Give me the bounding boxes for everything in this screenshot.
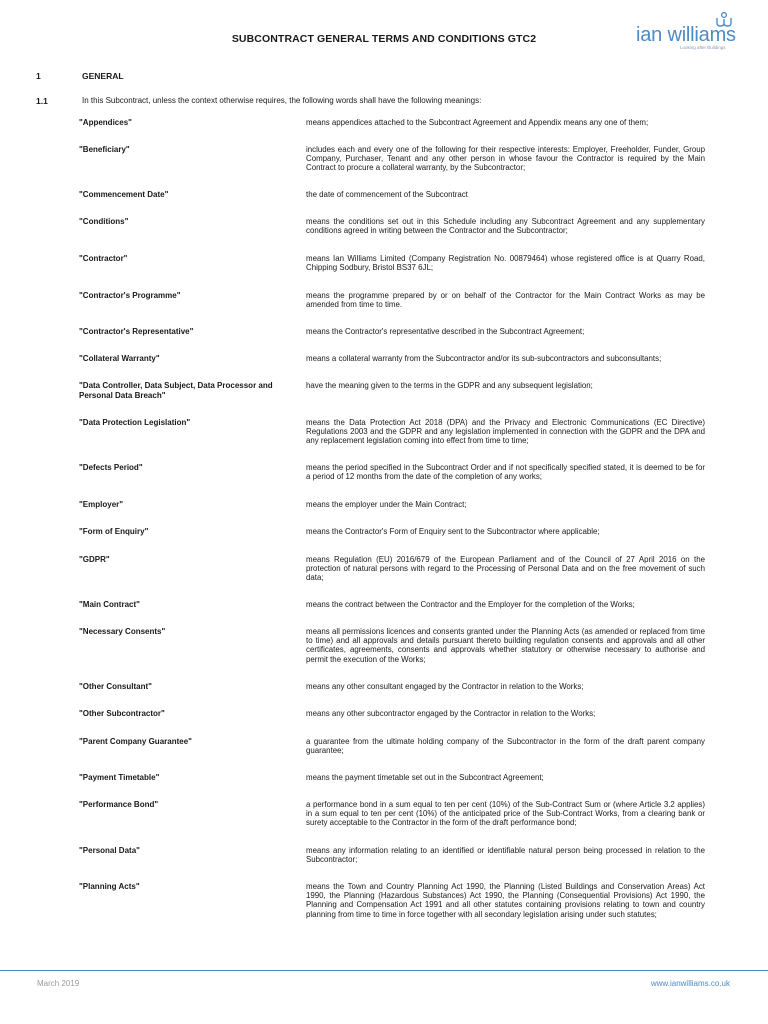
definition-meaning: have the meaning given to the terms in the GDPR and any subsequent legislation; — [306, 381, 593, 390]
footer-divider — [0, 970, 768, 971]
definition-meaning: means the Contractor's representative described in the Subcontract Agreement; — [306, 327, 585, 336]
definition-term: "Necessary Consents" — [79, 627, 166, 636]
definition-term: "Contractor's Programme" — [79, 291, 181, 300]
footer-date: March 2019 — [37, 979, 80, 988]
definition-term: "Collateral Warranty" — [79, 354, 160, 363]
definition-term: "GDPR" — [79, 555, 110, 564]
definition-meaning: means the employer under the Main Contract; — [306, 500, 467, 509]
definition-meaning: means Ian Williams Limited (Company Registration No. 00879464) whose registered office is at Quarry Road, Chipping Sodbury, Bristol BS37 6JL; — [306, 254, 705, 273]
definition-meaning: means the period specified in the Subcontract Order and if not specifically specified stated, it is deemed to be for a period of 12 months from the date of the completion of any works; — [306, 463, 705, 482]
definition-meaning: means any other subcontractor engaged by the Contractor in relation to the Works; — [306, 709, 596, 718]
definition-meaning: means the payment timetable set out in the Subcontract Agreement; — [306, 773, 544, 782]
definition-term: "Personal Data" — [79, 846, 140, 855]
definition-term: "Contractor's Representative" — [79, 327, 194, 336]
definition-term: "Main Contract" — [79, 600, 140, 609]
definition-term: "Beneficiary" — [79, 145, 130, 154]
page-title: SUBCONTRACT GENERAL TERMS AND CONDITIONS GTC2 — [231, 33, 537, 45]
definition-term: "Other Consultant" — [79, 682, 152, 691]
definition-term: "Parent Company Guarantee" — [79, 737, 192, 746]
clause-text: In this Subcontract, unless the context otherwise requires, the following words shall have the following meanings: — [82, 96, 482, 105]
definition-term: "Form of Enquiry" — [79, 527, 149, 536]
definition-meaning: means the conditions set out in this Schedule including any Subcontract Agreement and any supplementary conditions agreed in writing between the Contractor and the Subcontractor; — [306, 217, 705, 236]
definition-meaning: means Regulation (EU) 2016/679 of the European Parliament and of the Council of 27 April 2016 on the protection of natural persons with regard to the Processing of Personal Data and on the free movement of such data; — [306, 555, 705, 583]
definition-meaning: means the Data Protection Act 2018 (DPA) and the Privacy and Electronic Communications (EC Directive) Regulations 2003 and the GDPR and any legislation implemented in connection with the GDPR and the DPA and any replacement legislation coming into effect from time to time; — [306, 418, 705, 446]
definition-term: "Data Controller, Data Subject, Data Processor and Personal Data Breach" — [79, 381, 273, 400]
definition-meaning: means the Contractor's Form of Enquiry sent to the Subcontractor where applicable; — [306, 527, 600, 536]
definition-meaning: a guarantee from the ultimate holding company of the Subcontractor in the form of the draft parent company guarantee; — [306, 737, 705, 756]
definition-term: "Data Protection Legislation" — [79, 418, 191, 427]
definition-meaning: means any information relating to an identified or identifiable natural person being processed in relation to the Subcontractor; — [306, 846, 705, 865]
definition-meaning: means the contract between the Contractor and the Employer for the completion of the Works; — [306, 600, 635, 609]
logo-wordmark: ian williams — [636, 24, 736, 46]
logo-tagline: Looking after Buildings — [680, 45, 726, 50]
definition-term: "Employer" — [79, 500, 124, 509]
section-title: GENERAL — [82, 71, 124, 81]
definition-meaning: means a collateral warranty from the Subcontractor and/or its sub-subcontractors and subconsultants; — [306, 354, 662, 363]
clause-number: 1.1 — [36, 96, 48, 106]
definition-term: "Defects Period" — [79, 463, 143, 472]
definition-meaning: a performance bond in a sum equal to ten per cent (10%) of the Sub-Contract Sum or (where Article 3.2 applies) in a sum equal to ten per cent (10%) of the anticipated price of the Sub-Contract Works, from a clearing bank or surety acceptable to the Contractor in the form of the draft performance bond; — [306, 800, 705, 828]
definition-meaning: means all permissions licences and consents granted under the Planning Acts (as amended or replaced from time to time) and all approvals and details pursuant thereto building regulation consents and approvals and all other certificates, agreements, consents and approvals whether statutory or otherwise necessary to authorise and permit the execution of the Works; — [306, 627, 705, 664]
definition-meaning: means appendices attached to the Subcontract Agreement and Appendix means any one of them; — [306, 118, 649, 127]
definition-meaning: the date of commencement of the Subcontract — [306, 190, 468, 199]
definition-term: "Appendices" — [79, 118, 132, 127]
definition-term: "Performance Bond" — [79, 800, 159, 809]
company-logo — [634, 12, 746, 56]
definition-meaning: means the programme prepared by or on behalf of the Contractor for the Main Contract Works as may be amended from time to time. — [306, 291, 705, 310]
definition-meaning: means any other consultant engaged by the Contractor in relation to the Works; — [306, 682, 584, 691]
definition-term: "Other Subcontractor" — [79, 709, 165, 718]
definition-term: "Commencement Date" — [79, 190, 169, 199]
section-number: 1 — [36, 71, 41, 81]
definition-term: "Payment Timetable" — [79, 773, 160, 782]
definition-term: "Conditions" — [79, 217, 129, 226]
footer-website-link[interactable]: www.ianwilliams.co.uk — [650, 979, 730, 988]
definition-meaning: includes each and every one of the following for their respective interests: Employer, Freeholder, Funder, Group Company, Purchaser, Tenant and any other person in whose favour the Contractor is required by the Main Contract to procure a collateral warranty, by the Subcontractor; — [306, 145, 705, 173]
definition-term: "Planning Acts" — [79, 882, 140, 891]
definition-term: "Contractor" — [79, 254, 128, 263]
definition-meaning: means the Town and Country Planning Act 1990, the Planning (Listed Buildings and Conservation Areas) Act 1990, the Planning (Hazardous Substances) Act 1990, the Planning (Consequential Provisions) Act 1990, the Planning and Compensation Act 1991 and all other statutes containing provisions relating to town and country planning from time to time in force together with all secondary legislation arising under such statutes; — [306, 882, 705, 919]
